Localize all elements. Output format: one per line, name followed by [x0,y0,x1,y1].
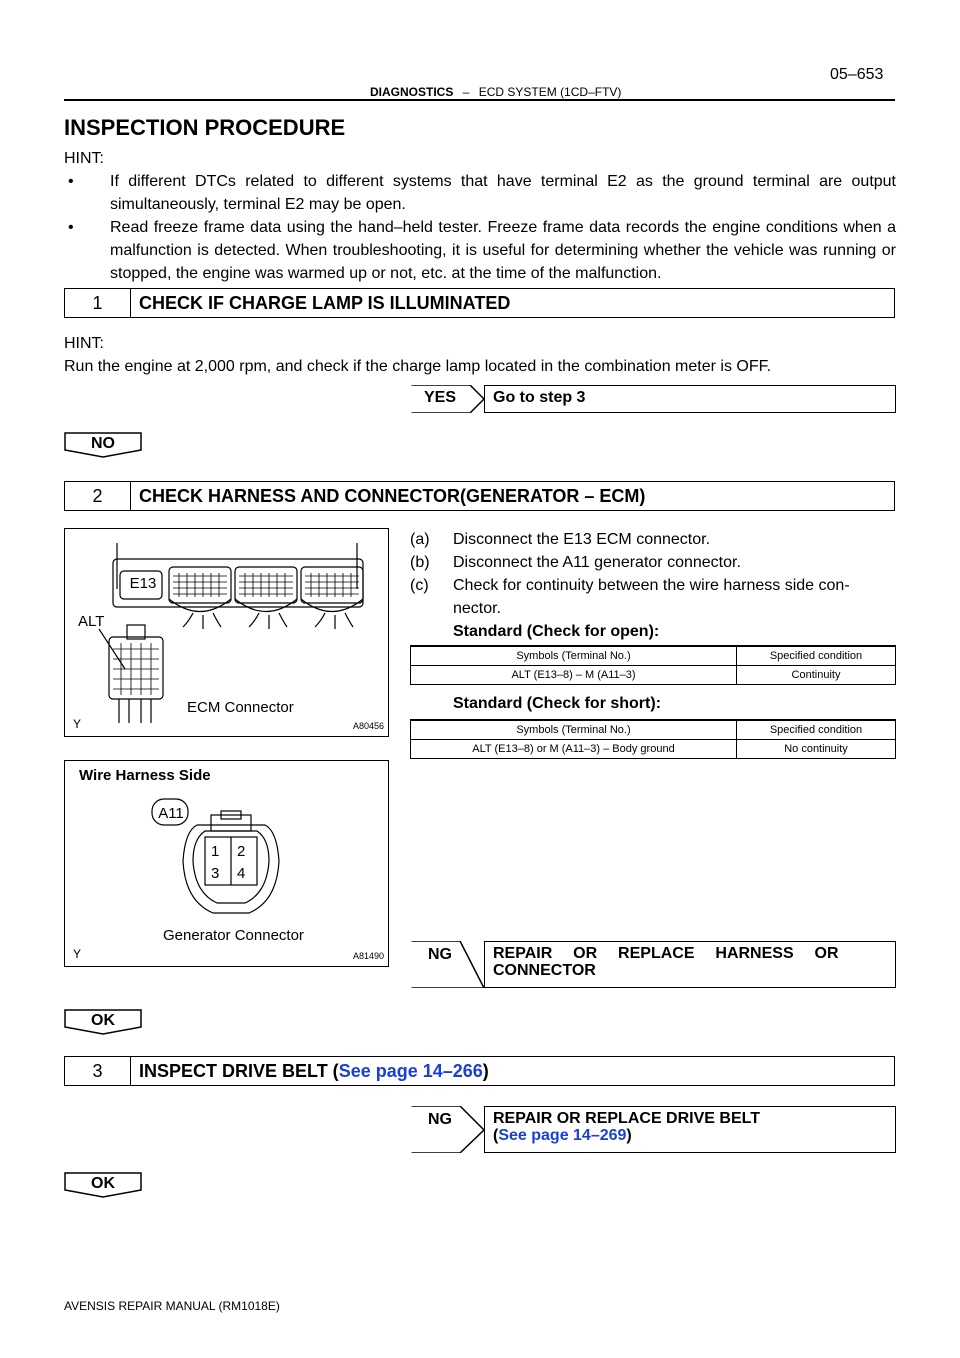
ecm-connector-figure [64,528,389,737]
step-number: 1 [65,289,131,317]
table-header: Specified condition [737,720,896,739]
table-cell: ALT (E13–8) or M (A11–3) – Body ground [411,739,737,758]
result-text [484,941,896,988]
step-number: 3 [65,1057,131,1085]
instruction-c-label: (c) [410,577,429,594]
branch-label: OK [91,1175,115,1192]
e13-label: E13 [129,575,157,592]
figure-code: A80456 [352,721,384,731]
instruction-b-label: (b) [410,554,430,571]
branch-label: OK [91,1012,115,1029]
table-cell: ALT (E13–8) – M (A11–3) [411,665,737,684]
see-page-link[interactable]: See page 14–269 [498,1127,627,1144]
generator-connector-figure [64,760,389,967]
a11-label: A11 [158,805,184,822]
table-cell: Continuity [737,665,896,684]
paren-close: ) [626,1127,632,1144]
instruction-c-continuation: nector. [453,600,502,617]
figure-corner-mark: Y [73,717,82,731]
step-title-close: ) [482,1061,489,1081]
result-text: Go to step 3 [484,385,896,413]
branch-label: NO [91,435,115,452]
pin-2: 2 [237,843,246,860]
result-line-1: REPAIR OR REPLACE HARNESS OR [493,945,839,962]
bullet-symbol: • [68,173,74,190]
ecm-connector-caption: ECM Connector [187,699,294,716]
standard-open-label: Standard (Check for open): [453,623,660,640]
step-3-ok-branch [64,1172,142,1198]
instruction-c-text: Check for continuity between the wire harness side con- [453,577,850,594]
instruction-a-text: Disconnect the E13 ECM connector. [453,531,711,548]
hint-bullet-2 [64,216,896,285]
result-line-2 [493,1127,887,1144]
section-header [370,85,621,99]
see-page-link[interactable]: See page 14–266 [338,1061,483,1081]
hint-label: HINT: [64,150,104,167]
result-line-2: CONNECTOR [493,962,596,979]
table-row [411,665,896,684]
section-subtitle: ECD SYSTEM (1CD–FTV) [478,85,622,99]
step-number: 2 [65,482,131,510]
alt-label: ALT [78,613,105,630]
result-tag-label: YES [424,389,457,406]
table-header: Symbols (Terminal No.) [411,646,737,665]
step-1-hint-text: Run the engine at 2,000 rpm, and check if the charge lamp located in the combination meter is OFF. [64,358,772,375]
instruction-a-label: (a) [410,531,430,548]
bullet-symbol: • [68,219,74,236]
pin-3: 3 [211,865,220,882]
pin-4: 4 [237,865,246,882]
page-title: INSPECTION PROCEDURE [64,115,346,140]
wire-harness-side-label: Wire Harness Side [79,767,211,784]
step-2-ng-result [408,941,896,988]
result-tag-label: NG [428,1111,452,1128]
result-text [484,1106,896,1153]
footer-manual-title: AVENSIS REPAIR MANUAL (RM1018E) [64,1299,280,1313]
pin-1: 1 [211,843,220,860]
table-header: Symbols (Terminal No.) [411,720,737,739]
generator-connector-caption: Generator Connector [163,927,304,944]
figure-corner-mark: Y [73,947,82,961]
step-1-hint-label: HINT: [64,335,104,352]
section-name: DIAGNOSTICS [370,85,454,99]
short-spec-table [410,719,896,759]
step-title: CHECK HARNESS AND CONNECTOR(GENERATOR – ECM) [139,486,646,506]
section-dash: – [462,85,470,99]
step-3-ng-result [408,1106,896,1153]
bullet-text: Read freeze frame data using the hand–held tester. Freeze frame data records the engine conditions when a malfunction is detected. When troubleshooting, it is useful for determining whether the vehicle was running or stopped, the engine was warmed up or not, etc. at the time of the malfunction. [110,219,896,282]
instruction-b-text: Disconnect the A11 generator connector. [453,554,741,571]
standard-short-label: Standard (Check for short): [453,695,662,712]
bullet-text: If different DTCs related to different systems that have terminal E2 as the ground terminal are output simultaneously, terminal E2 may be open. [110,173,896,213]
step-2-box [64,481,895,511]
step-title [139,1057,489,1085]
result-tag-label: NG [428,946,452,963]
result-line-1: REPAIR OR REPLACE DRIVE BELT [493,1110,760,1127]
paren-open: ( [493,1127,499,1144]
table-row [411,739,896,758]
table-cell: No continuity [737,739,896,758]
step-1-box [64,288,895,318]
step-2-ok-branch [64,1009,142,1035]
header-rule [64,99,895,101]
page-number: 05–653 [830,66,884,83]
figure-code: A81490 [352,951,384,961]
step-title: CHECK IF CHARGE LAMP IS ILLUMINATED [139,293,511,313]
hint-bullet-1 [64,170,896,216]
open-spec-table [410,645,896,685]
step-3-box [64,1056,895,1086]
table-header: Specified condition [737,646,896,665]
step-1-yes-result [408,385,896,413]
step-title-text: INSPECT DRIVE BELT ( [139,1061,339,1081]
step-1-no-branch [64,432,142,458]
